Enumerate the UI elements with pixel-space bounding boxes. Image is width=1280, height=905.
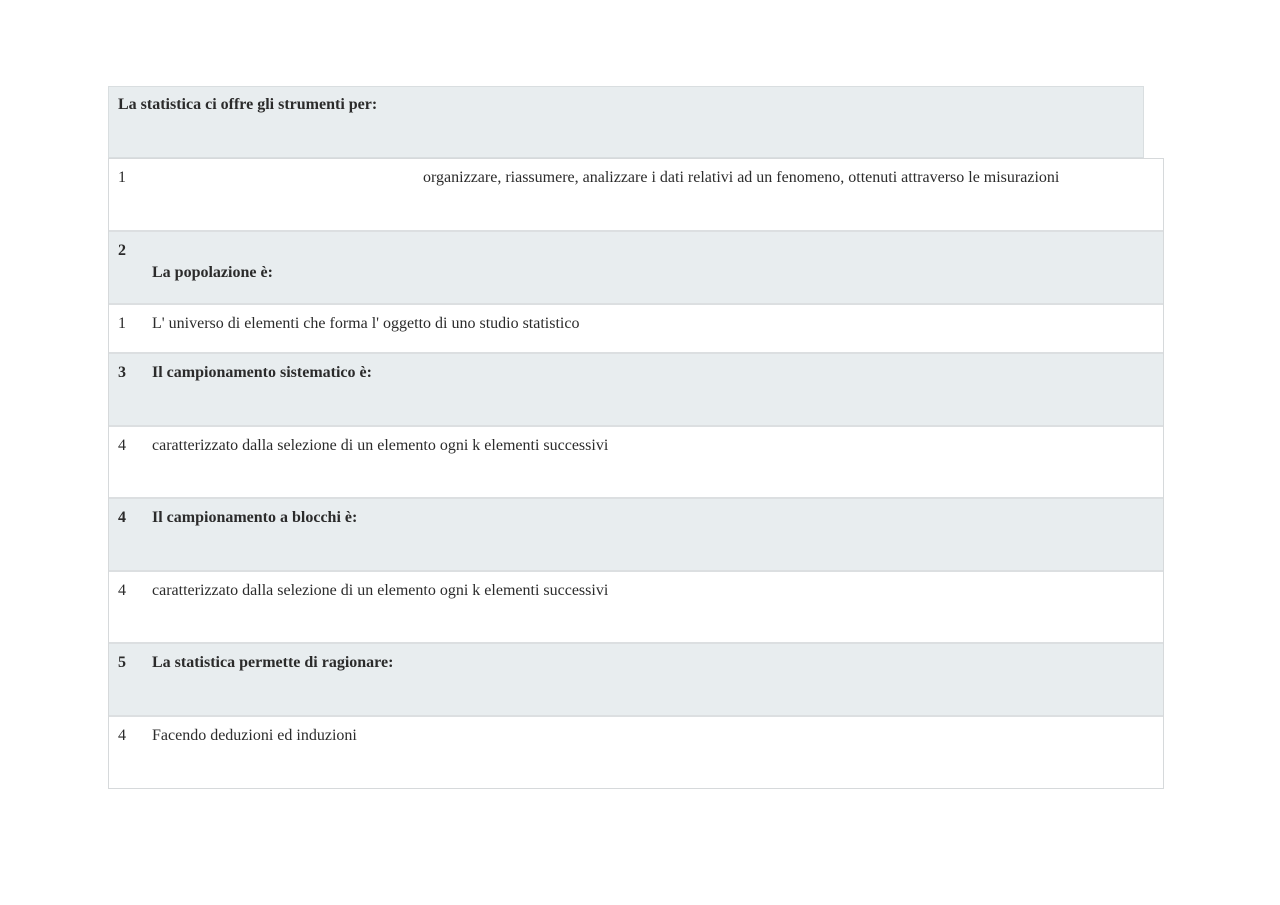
quiz-table [108, 158, 1164, 789]
question-number: 3 [118, 364, 126, 381]
answer-number: 1 [118, 169, 126, 186]
answer-number: 4 [118, 727, 126, 744]
answer-text: caratterizzato dalla selezione di un elemento ogni k elementi successivi [152, 437, 609, 454]
question-text: La popolazione è: [152, 264, 273, 281]
answer-text: Facendo deduzioni ed induzioni [152, 727, 357, 744]
question-number: 4 [118, 509, 126, 526]
answer-row [109, 572, 1163, 644]
answer-number: 4 [118, 437, 126, 454]
question-text: La statistica permette di ragionare: [152, 654, 394, 671]
answer-number: 4 [118, 582, 126, 599]
question-row [109, 644, 1163, 717]
question-row [109, 354, 1163, 427]
answer-text: caratterizzato dalla selezione di un elemento ogni k elementi successivi [152, 582, 609, 599]
question-header-box [108, 86, 1144, 158]
answer-number: 1 [118, 315, 126, 332]
answer-row [109, 717, 1163, 788]
question-title: La statistica ci offre gli strumenti per: [118, 96, 378, 113]
answer-row [109, 427, 1163, 499]
question-text: Il campionamento a blocchi è: [152, 509, 358, 526]
question-number: 2 [118, 242, 126, 259]
answer-row [109, 305, 1163, 354]
answer-text: L' universo di elementi che forma l' oggetto di uno studio statistico [152, 315, 580, 332]
question-number: 5 [118, 654, 126, 671]
question-row [109, 499, 1163, 572]
question-text: Il campionamento sistematico è: [152, 364, 372, 381]
question-row [109, 232, 1163, 305]
answer-text: organizzare, riassumere, analizzare i dati relativi ad un fenomeno, ottenuti attraverso le misurazioni [423, 169, 1060, 186]
answer-row [109, 159, 1163, 232]
